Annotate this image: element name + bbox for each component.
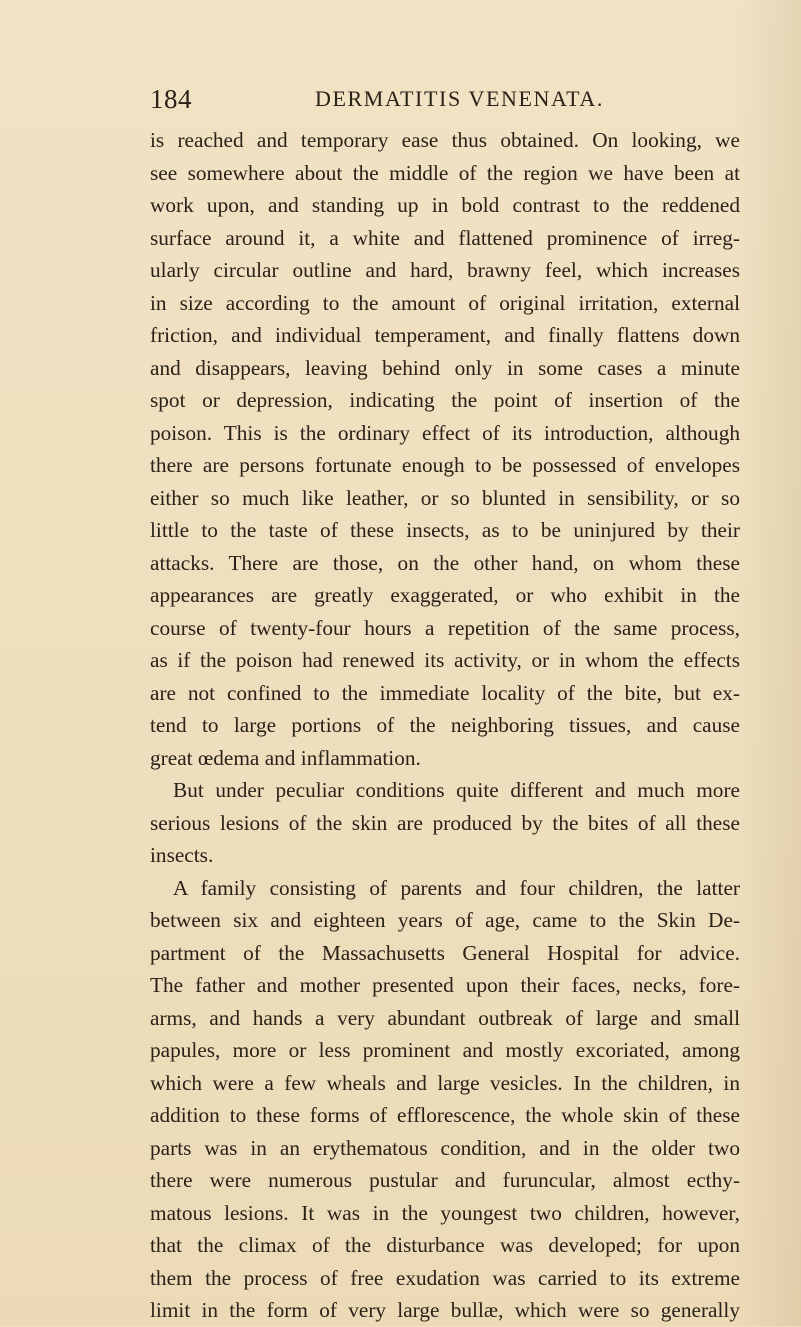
- text-line: either so much like leather, or so blunted in sensibility, or so: [150, 485, 740, 510]
- text-line: But under peculiar conditions quite different and much more: [173, 778, 740, 802]
- text-line: friction, and individual temperament, and finally flattens down: [150, 323, 740, 347]
- text-line: see somewhere about the middle of the region we have been at: [150, 160, 740, 185]
- text-line: partment of the Massachusetts General Hospital for advice.: [150, 940, 740, 965]
- body-text: [150, 124, 740, 1327]
- text-line: addition to these forms of efflorescence, the whole skin of these: [150, 1103, 740, 1127]
- text-line: that the climax of the disturbance was developed; for upon: [150, 1233, 740, 1257]
- text-line: limit in the form of very large bullæ, which were so generally: [150, 1298, 740, 1322]
- text-line: there were numerous pustular and furuncular, almost ecthy-: [150, 1168, 740, 1192]
- text-line: appearances are greatly exaggerated, or who exhibit in the: [150, 583, 740, 607]
- text-line: ularly circular outline and hard, brawny feel, which increases: [150, 258, 740, 282]
- text-line: between six and eighteen years of age, came to the Skin De-: [150, 908, 740, 932]
- text-line: which were a few wheals and large vesicles. In the children, in: [150, 1070, 740, 1095]
- text-line: as if the poison had renewed its activity, or in whom the effects: [150, 648, 740, 672]
- text-line: matous lesions. It was in the youngest two children, however,: [150, 1200, 740, 1225]
- page-header: [150, 79, 740, 119]
- text-line: there are persons fortunate enough to be possessed of envelopes: [150, 453, 740, 477]
- running-head: DERMATITIS VENENATA.: [315, 86, 604, 111]
- text-line: course of twenty-four hours a repetition of the same process,: [150, 615, 740, 640]
- text-line: spot or depression, indicating the point of insertion of the: [150, 388, 740, 412]
- text-line: serious lesions of the skin are produced by the bites of all these: [150, 810, 740, 835]
- text-line: and disappears, leaving behind only in some cases a minute: [150, 355, 740, 380]
- text-line: A family consisting of parents and four children, the latter: [173, 875, 740, 900]
- text-line: great œdema and inflammation.: [150, 745, 421, 770]
- text-line: work upon, and standing up in bold contrast to the reddened: [150, 193, 740, 217]
- text-line: is reached and temporary ease thus obtained. On looking, we: [150, 128, 740, 152]
- text-line: papules, more or less prominent and mostly excoriated, among: [150, 1038, 740, 1062]
- text-line: in size according to the amount of original irritation, external: [150, 290, 740, 315]
- paragraph-1: [150, 124, 740, 774]
- text-line: poison. This is the ordinary effect of its introduction, although: [150, 420, 740, 445]
- text-line: them the process of free exudation was carried to its extreme: [150, 1265, 740, 1290]
- text-line: insects.: [150, 843, 214, 867]
- page-number: 184: [150, 84, 192, 114]
- text-line: tend to large portions of the neighboring tissues, and cause: [150, 713, 740, 737]
- text-line: parts was in an erythematous condition, and in the older two: [150, 1135, 740, 1160]
- paragraph-3: [150, 872, 740, 1327]
- text-line: attacks. There are those, on the other hand, on whom these: [150, 550, 740, 575]
- text-line: The father and mother presented upon their faces, necks, fore-: [150, 973, 740, 997]
- paragraph-2: [150, 774, 740, 872]
- text-line: little to the taste of these insects, as to be uninjured by their: [150, 518, 740, 542]
- text-line: surface around it, a white and flattened prominence of irreg-: [150, 225, 740, 250]
- text-line: are not confined to the immediate locality of the bite, but ex-: [150, 680, 740, 705]
- text-line: arms, and hands a very abundant outbreak of large and small: [150, 1005, 740, 1030]
